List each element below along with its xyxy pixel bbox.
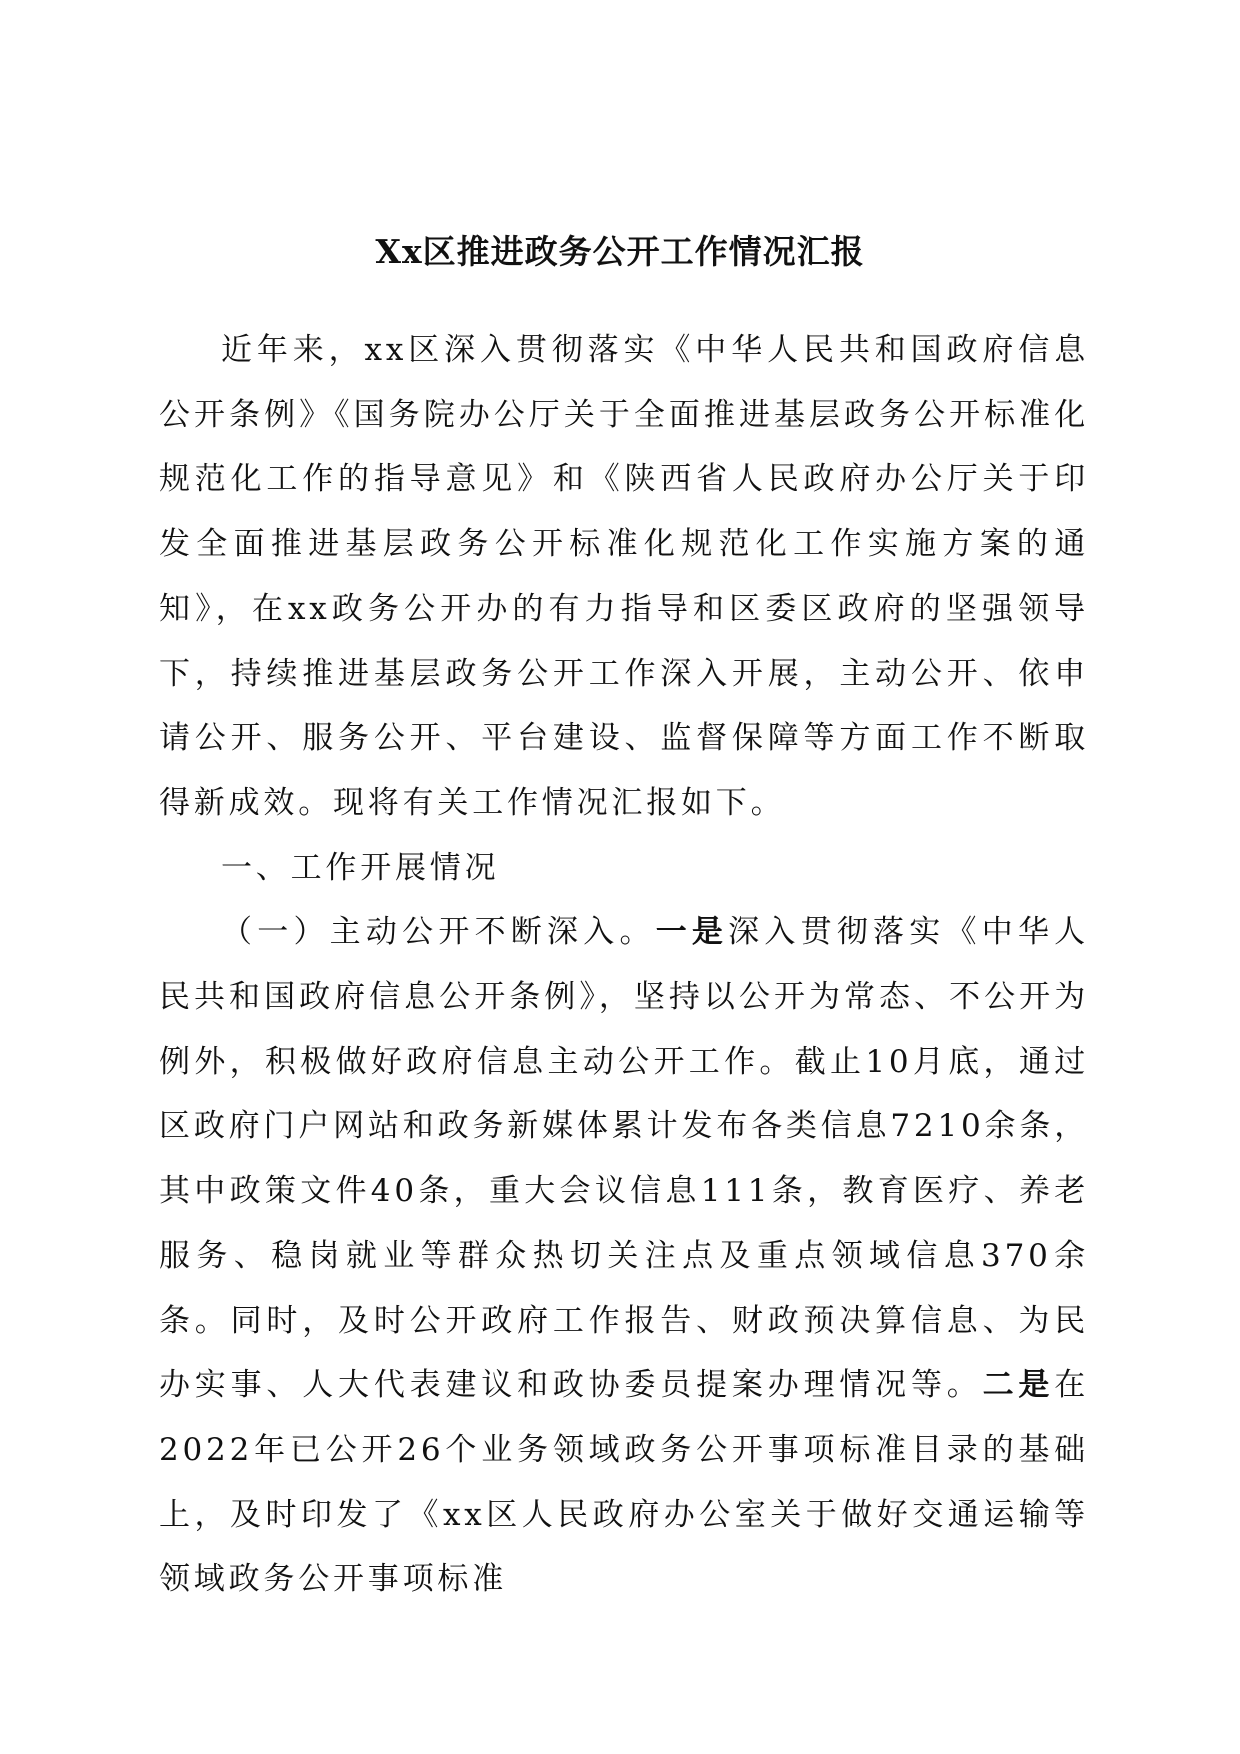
point-one-text: 深入贯彻落实《中华人民共和国政府信息公开条例》，坚持以公开为常态、不公开为例外，积极做好政府信息主动公开工作。截止10月底，通过区政府门户网站和政务新媒体累计发布各类信息7210余条，其中政策文件40条，重大会议信息111条，教育医疗、养老服务、稳岗就业等群众热切关注点及重点领域信息370余条。同时，及时公开政府工作报告、财政预决算信息、为民办实事、人大代表建议和政协委员提案办理情况等。 <box>159 914 1089 1404</box>
document-body <box>159 318 1089 1612</box>
document-title: Xx区推进政务公开工作情况汇报 <box>375 232 865 271</box>
section-heading: 一、工作开展情况 <box>221 849 500 886</box>
point-two-label: 二是 <box>982 1367 1055 1404</box>
intro-paragraph: 近年来，xx区深入贯彻落实《中华人民共和国政府信息公开条例》《国务院办公厅关于全面推进基层政务公开标准化规范化工作的指导意见》和《陕西省人民政府办公厅关于印发全面推进基层政务公开标准化规范化工作实施方案的通知》，在xx政务公开办的有力指导和区委区政府的坚强领导下，持续推进基层政务公开工作深入开展，主动公开、依申请公开、服务公开、平台建设、监督保障等方面工作不断取得新成效。现将有关工作情况汇报如下。 <box>159 332 1089 821</box>
point-one-label: 一是 <box>655 914 729 951</box>
subsection-paragraph <box>159 900 1089 1612</box>
point-two-text: 在2022年已公开26个业务领域政务公开事项标准目录的基础上，及时印发了《xx区人民政府办公室关于做好交通运输等领域政务公开事项标准 <box>159 1367 1089 1598</box>
subsection-heading: （一）主动公开不断深入。 <box>221 914 656 951</box>
